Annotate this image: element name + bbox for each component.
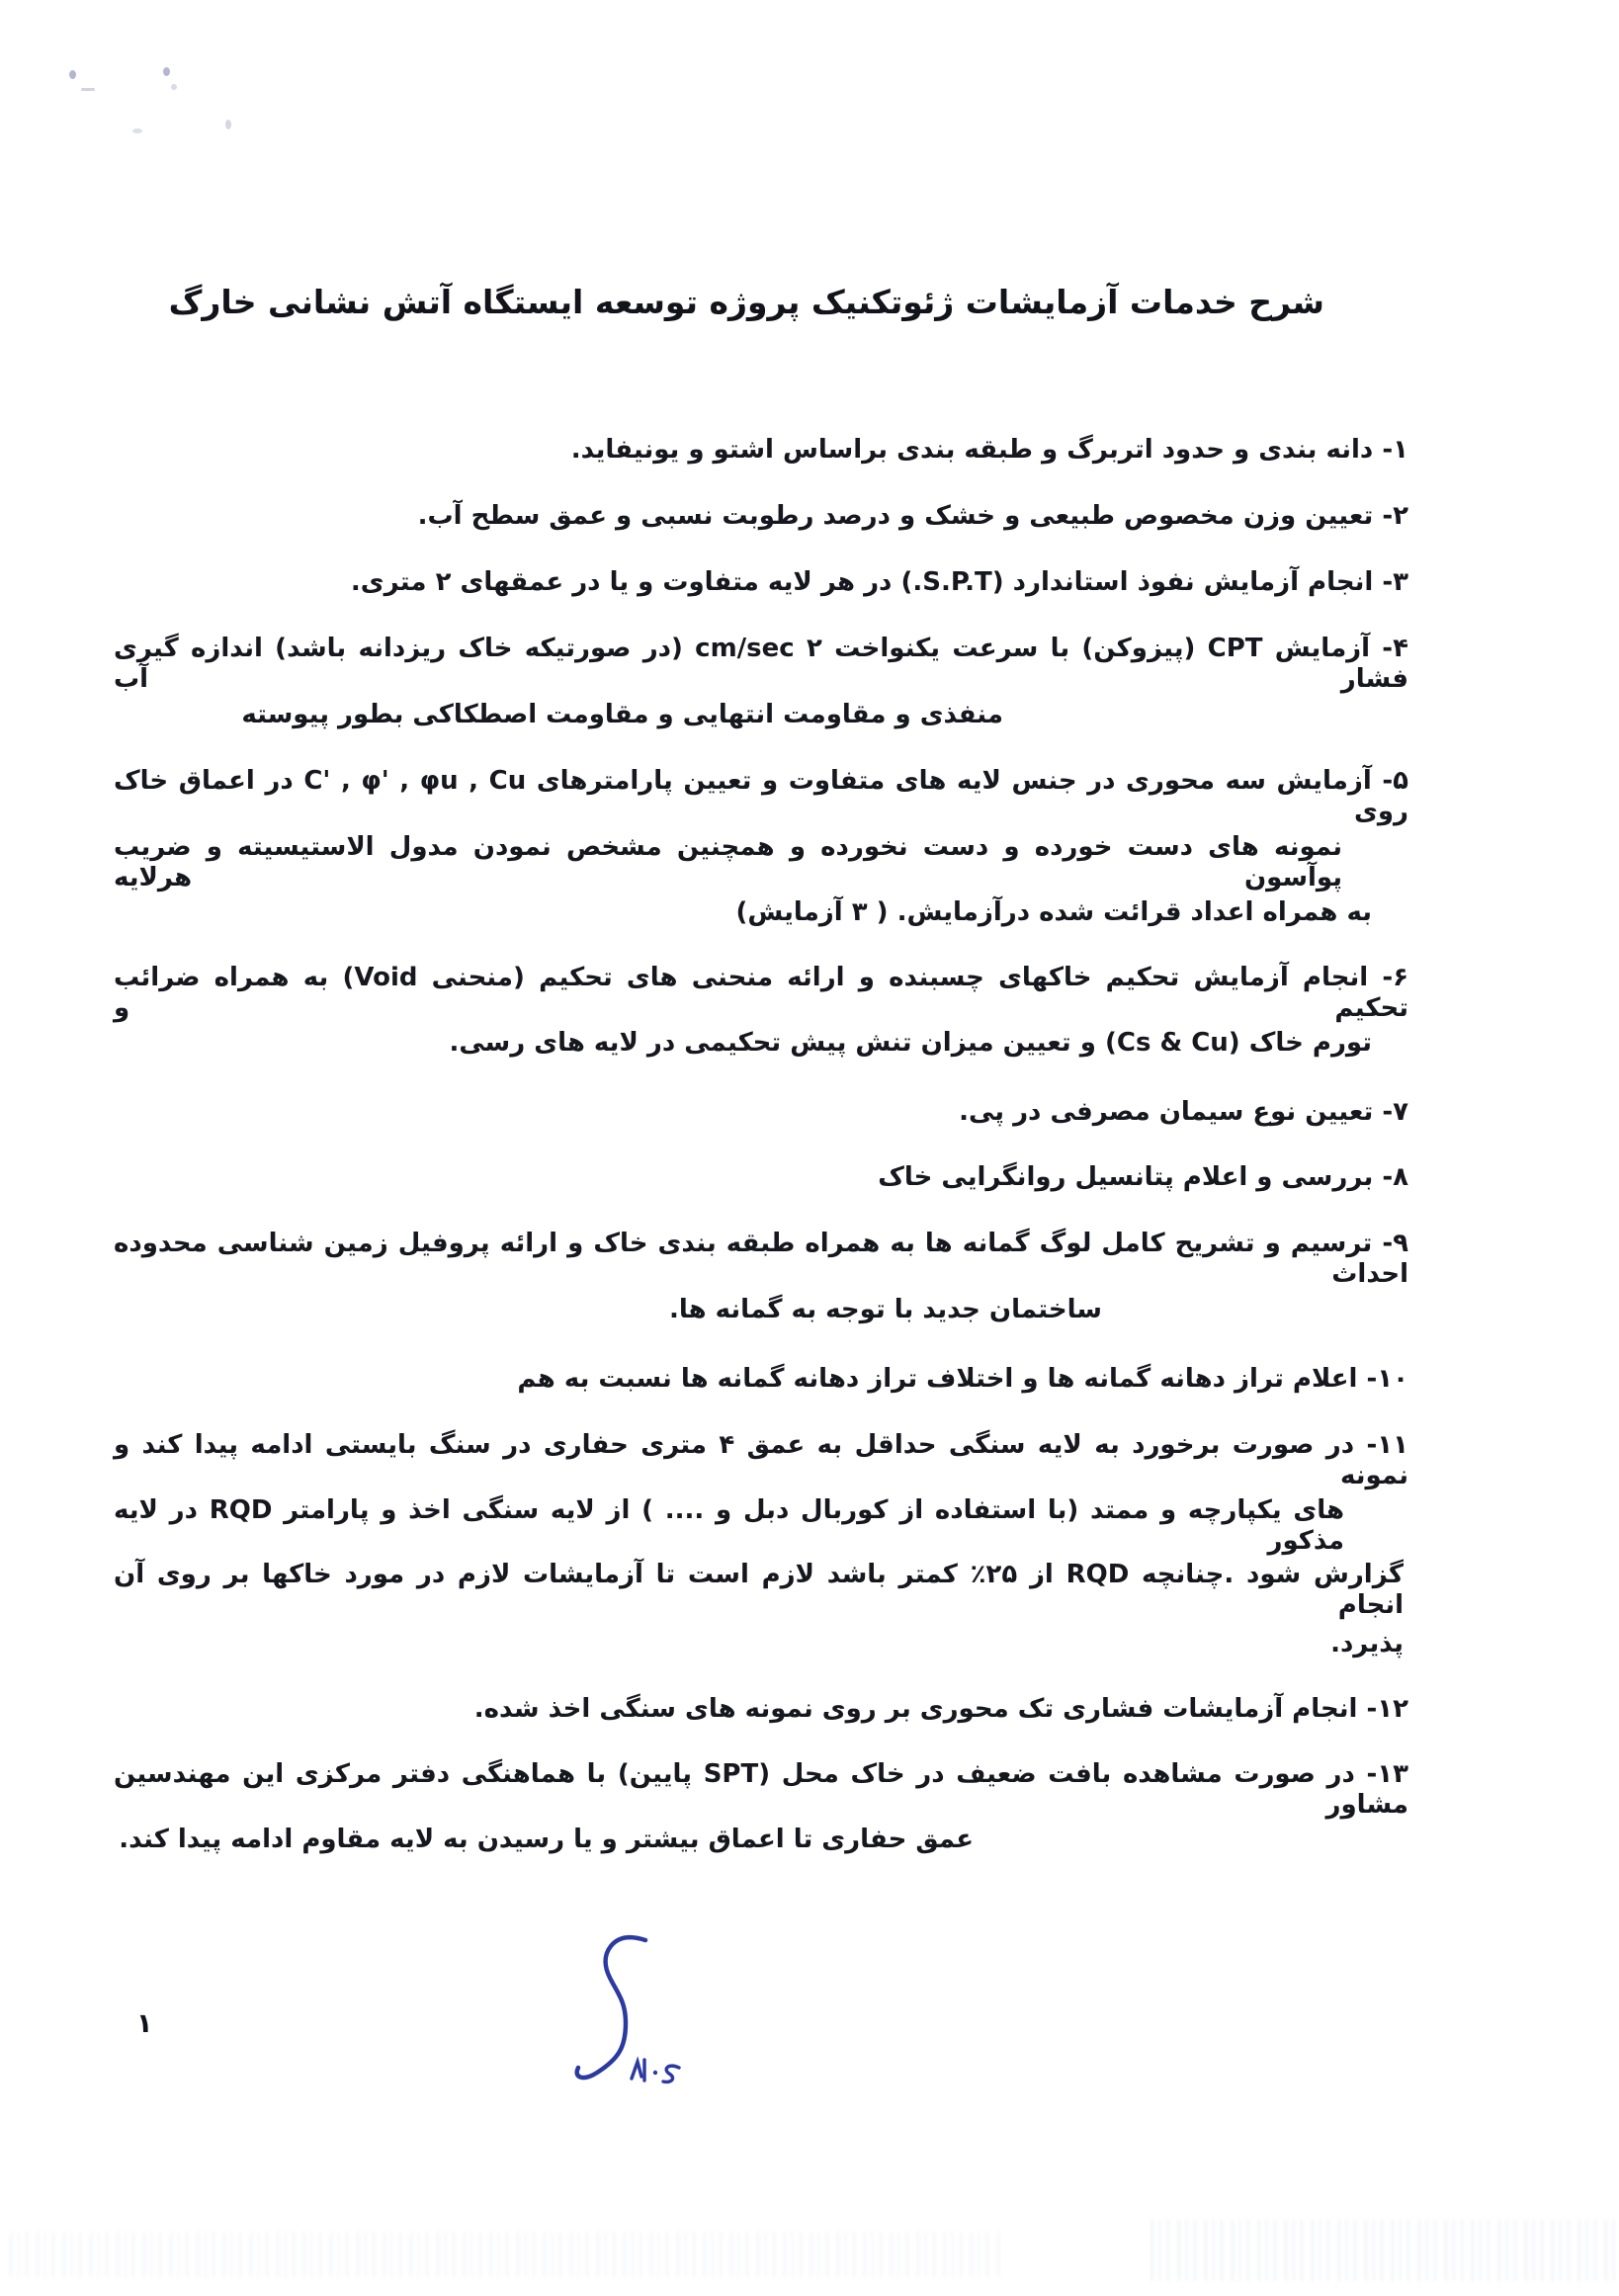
ghost-text-band (1151, 2220, 1619, 2281)
list-item-line: ۷- تعیین نوع سیمان مصرفی در پی. (959, 1097, 1408, 1127)
list-item-line: نمونه های دست خورده و دست نخورده و همچنین مشخص نمودن مدول الاستیسیته و ضریب پوآسون هرلایه (114, 832, 1342, 893)
list-item-line: ۸- بررسی و اعلام پتانسیل روانگرایی خاک (878, 1162, 1408, 1192)
signature (524, 1922, 771, 2110)
list-item-line: ۴- آزمایش CPT (پیزوکن) با سرعت یکنواخت ۲ cm/sec (در صورتیکه خاک ریزدانه باشد) اندازه گیری فشار آب (114, 634, 1408, 695)
ink-speck (225, 120, 231, 129)
list-item-line: پذیرد. (1330, 1629, 1404, 1658)
list-item-line: ۱۳- در صورت مشاهده بافت ضعیف در خاک محل (SPT پایین) با هماهنگی دفتر مرکزی این مهندسین مشاور (114, 1759, 1409, 1821)
ink-speck (171, 84, 177, 90)
page-title: شرح خدمات آزمایشات ژئوتکنیک پروژه توسعه ایستگاه آتش نشانی خارگ (168, 283, 1324, 321)
list-item-line: ۵- آزمایش سه محوری در جنس لایه های متفاوت و تعیین پارامترهای C' , φ' , φu , Cu در اعماق خاک روی (114, 766, 1409, 827)
ink-speck (163, 67, 170, 76)
list-item-line: منفذی و مقاومت انتهایی و مقاومت اصطکاکی بطور پیوسته (241, 700, 1003, 729)
list-item-line: ساختمان جدید با توجه به گمانه ها. (668, 1295, 1102, 1324)
list-item-line: ۱۱- در صورت برخورد به لایه سنگی حداقل به عمق ۴ متری حفاری در سنگ بایستی ادامه پیدا کند و نمونه (114, 1430, 1408, 1491)
list-item-line: ۲- تعیین وزن مخصوص طبیعی و خشک و درصد رطوبت نسبی و عمق سطح آب. (417, 501, 1408, 531)
list-item-line: گزارش شود .چنانچه RQD از ۲۵٪ کمتر باشد لازم است تا آزمایشات لازم در مورد خاکها بر روی آن انجام (114, 1560, 1404, 1621)
list-item-line: به همراه اعداد قرائت شده درآزمایش. ( ۳ آزمایش) (735, 897, 1372, 927)
list-item-line: ۶- انجام آزمایش تحکیم خاکهای چسبنده و ارائه منحنی های تحکیم (منحنی Void) به همراه ضرائب تحکیم و (114, 963, 1408, 1024)
list-item-line: ۱۲- انجام آزمایشات فشاری تک محوری بر روی نمونه های سنگی اخذ شده. (473, 1694, 1408, 1724)
page-number: ۱ (136, 2008, 153, 2039)
list-item-line: تورم خاک (Cs & Cu) و تعیین میزان تنش پیش تحکیمی در لایه های رسی. (449, 1028, 1372, 1058)
ghost-text-band (10, 2232, 1003, 2277)
list-item-line: های یکپارچه و ممتد (با استفاده از کوربال دبل و .... ) از لایه سنگی اخذ و پارامتر RQD در لایه مذکور (114, 1495, 1344, 1557)
list-item-line: ۱- دانه بندی و حدود اتربرگ و طبقه بندی براساس اشتو و یونیفاید. (570, 435, 1408, 465)
list-item-line: ۳- انجام آزمایش نفوذ استاندارد (S.P.T.) در هر لایه متفاوت و یا در عمقهای ۲ متری. (350, 567, 1408, 597)
list-item-line: عمق حفاری تا اعماق بیشتر و یا رسیدن به لایه مقاوم ادامه پیدا کند. (119, 1825, 974, 1854)
list-item-line: ۱۰- اعلام تراز دهانه گمانه ها و اختلاف تراز دهانه گمانه ها نسبت به هم (517, 1364, 1408, 1394)
ink-speck (69, 70, 76, 79)
list-item-line: ۹- ترسیم و تشریح کامل لوگ گمانه ها به همراه طبقه بندی خاک و ارائه پروفیل زمین شناسی محدوده احداث (114, 1229, 1408, 1290)
ink-speck (81, 88, 95, 91)
ink-speck (132, 128, 142, 133)
